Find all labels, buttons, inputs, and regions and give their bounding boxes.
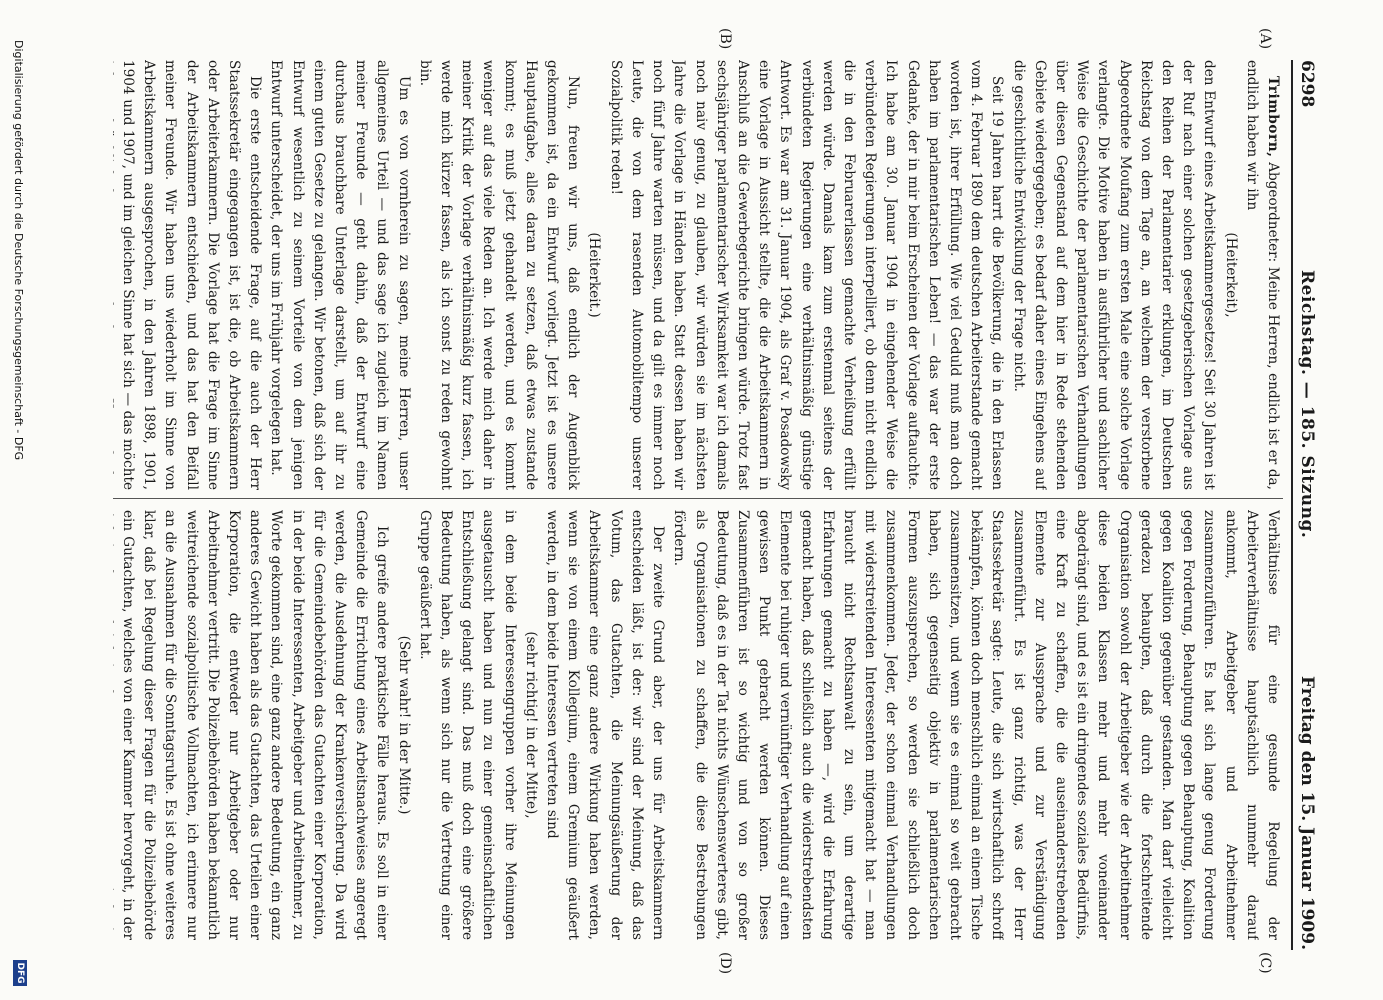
paragraph: in dem beide Interessengruppen vorher ihre Meinungen ausgetauscht haben und nun zu einer gemeinschaftlichen Entschließung gelangt sind. Das muß doch eine größere Bedeutung haben, als wenn sich nur die Vertretung einer Gruppe geäußert hat. — [416, 510, 518, 940]
paragraph-text: Abgeordneter: Meine Herren, endlich ist er da, endlich haben wir ihn — [1243, 60, 1281, 490]
interjection: (Heiterkeit.) — [586, 232, 603, 318]
page-title: Reichstag. — 185. Sitzung. — [1297, 270, 1317, 539]
margin-mark-d: (D) — [717, 952, 733, 975]
paragraph: Die erste entscheidende Frage, auf die auch der Herr Staatssekretär eingegangen ist, ist die, ob Arbeitskammern oder Arbeiterkammern. Die Vorlage hat die Frage im Sinne der Arbeitskammern entschieden, und das hat den Beifall meiner Freunde. Wir haben uns wiederholt im Sinne von Arbeitskammern ausgesprochen, in den Jahren 1898, 1901, 1904 und 1907, und im gleichen Sinne hat sich — das möchte — [120, 60, 264, 490]
page-header — [1291, 60, 1319, 950]
margin-mark-b: (B) — [717, 28, 733, 50]
paragraph: Um es von vornherein zu sagen, meine Herren, unser allgemeines Urteil — und das sage ich zugleich im Namen meiner Freunde — geht dahin, daß der Entwurf eine durchaus brauchbare Unterlage darstellt, um auf ihr zu einem guten Gesetze zu gelangen. Wir betonen, daß sich der Entwurf wesentlich zu seinem Vorteile von dem jenigen Entwurf unterscheidet, der uns im Frühjahr vorgelegen hat. — [268, 60, 412, 490]
dfg-logo: DFG — [13, 960, 27, 986]
left-column — [113, 60, 1283, 490]
digitization-note: Digitalisierung gefördert durch die Deutsche Forschungsgemeinschaft - DFG — [12, 40, 25, 461]
paragraph: Der zweite Grund aber, der uns für Arbeitskammern entscheiden läßt, ist der: wir sind der Meinung, daß das Votum, das Gutachten, die Meinungsäußerung der Arbeitskammer eine ganz andere Wirkung haben werden, wenn sie von einem Kollegium, einem Gremium geäußert werden, in dem beide Interessen vertreten sind — [544, 510, 667, 940]
interjection: (Heiterkeit), — [1222, 232, 1239, 318]
right-column — [113, 510, 1283, 940]
paragraph: Nun, freuen wir uns, daß endlich der Augenblick gekommen ist, da ein Entwurf vorliegt. Jetzt ist es unsere Hauptaufgabe, alles daran zu setzen, daß etwas zustande kommt; es muß jetzt gehandelt werden, und es kommt weniger auf das viele Reden an. Ich werde mich daher in meiner Kritik der Vorlage verhältnismäßig kurz fassen, ich werde mich kürzer fassen, als ich sonst zu reden gewohnt bin. — [416, 60, 582, 490]
interjection: (sehr richtig! in der Mitte), — [522, 631, 539, 819]
margin-mark-a: (A) — [1257, 28, 1273, 50]
paragraph: Ich greife andere praktische Fälle heraus. Es soll in einer Gemeinde die Errichtung eines Arbeitsnachweises angeregt werden, die Ausdehnung der Krankenversicherung. Da wird für die Gemeindebehörden das Gutachten einer Korporation, in der beide Interessenten, Arbeitgeber und Arbeitnehmer, zu Worte gekommen sind, eine ganz andere Bedeutung, ein ganz anderes Gewicht haben als das Gutachten, das Urteilen einer Korporation, die entweder nur Arbeitgeber oder nur Arbeitnehmer vertritt. Die Polizeibehörden haben bekanntlich weitreichende sozialpolitische Vollmachten, ich erinnere nur an die Ausnahmen für die Sonntagsruhe. Es ist ohne weiteres klar, daß bei Regelung dieser Fragen für die Polizeibehörde ein Gutachten, welches von einer Kammer hervorgeht, in der — [120, 510, 391, 940]
page-date: Freitag den 15. Januar 1909. — [1297, 675, 1317, 950]
paragraph — [1241, 60, 1283, 490]
paragraph: den Entwurf eines Arbeitskammergesetzes! Seit 30 Jahren ist der Ruf nach einer solchen gesetzgeberischen Vorlage aus den Reihen der Parlamentarier erklungen, im Deutschen Reichstag von dem Tage an, an welchem der verstorbene Abgeordnete Moufang zum ersten Male eine solche Vorlage verlangte. Die Motive haben in ausführlicher und sachlicher Weise die Geschichte der parlamentarischen Verhandlungen über diesen Gegenstand auf dem hier in Rede stehenden Gebiete wiedergegeben; es bedarf daher eines Eingehens auf die geschichtliche Entwicklung der Frage nicht. — [1010, 60, 1218, 490]
margin-mark-c: (C) — [1257, 952, 1273, 974]
speaker-name: Trimborn, — [1265, 76, 1281, 158]
column-divider — [113, 498, 1283, 499]
paragraph: Verhältnisse für eine gesunde Regelung der Arbeiterverhältnisse hauptsächlich nunmehr darauf ankommt, Arbeitgeber und Arbeitnehmer zusammenzuführen. Es hat sich lange genug Forderung gegen Forderung, Behauptung gegen Behauptung, Koalition gegen Koalition gegenüber gestanden. Man darf vielleicht geradezu behaupten, daß durch die fortschreitende Organisation sowohl der Arbeitgeber wie der Arbeitnehmer diese beiden Klassen mehr und mehr voneinander abgedrängt sind, und es ist ein dringendes soziales Bedürfnis, eine Kraft zu schaffen, die die auseinanderstrebenden Elemente zur Aussprache und zur Verständigung zusammenführt. Es ist ganz richtig, was der Herr Staatssekretär sagte: Leute, die sich wirtschaftlich schroff bekämpfen, können doch menschlich einmal an einem Tische zusammensitzen, und wenn sie es einmal so weit gebracht haben, sich gegenseitig objektiv in parlamentarischen Formen auszusprechen, so werden sie schließlich doch zusammenkommen. Jeder, der schon einmal Verhandlungen mit widerstreitenden Interessenten mitgemacht hat — man braucht nicht Rechtsanwalt zu sein, um derartige Erfahrungen gemacht zu haben —, wird die Erfahrung gemacht haben, daß schließlich auch die widerstrebendsten Elemente bei ruhiger und vernünftiger Verhandlung auf einen gewissen Punkt gebracht werden können. Dieses Zusammenführen ist so wichtig und von so großer Bedeutung, daß es in der Tat nichts Wünschenswerteres gibt, als Organisationen zu schaffen, die diese Bestrebungen fördern. — [671, 510, 1281, 940]
interjection: (Sehr wahr! in der Mitte.) — [395, 635, 412, 815]
paragraph: Seit 19 Jahren harrt die Bevölkerung, die in den Erlassen vom 4. Februar 1890 dem deutschen Arbeiterstande gemacht worden ist, ihrer Erfüllung. Wie viel Geduld muß man doch haben im parlamentarischen Leben! — das war der erste Gedanke, der in mir beim Erscheinen der Vorlage auftauchte. Ich habe am 30. Januar 1904 in eingehender Weise die verbündeten Regierungen interpelliert, ob denn nicht endlich die in den Februarerlassen gemachte Verheißung erfüllt werden würde. Damals kam zum erstenmal seitens der verbündeten Regierungen eine verhältnismäßig günstige Antwort. Es war am 31. Januar 1904, als Graf v. Posadowsky eine Vorlage in Aussicht stellte, die die Arbeitskammern in Anschluß an die Gewerbegerichte bringen würde. Trotz fast sechsjähriger parlamentarischer Wirksamkeit war ich damals noch naiv genug, zu glauben, wir würden sie im nächsten Jahre die Vorlage in Händen haben. Statt dessen haben wir noch fünf Jahre warten müssen, und da gilt es immer noch Leute, die von dem rasenden Automobiltempo unserer Sozialpolitik reden! — [607, 60, 1006, 490]
page-number: 6298 — [1297, 60, 1317, 108]
